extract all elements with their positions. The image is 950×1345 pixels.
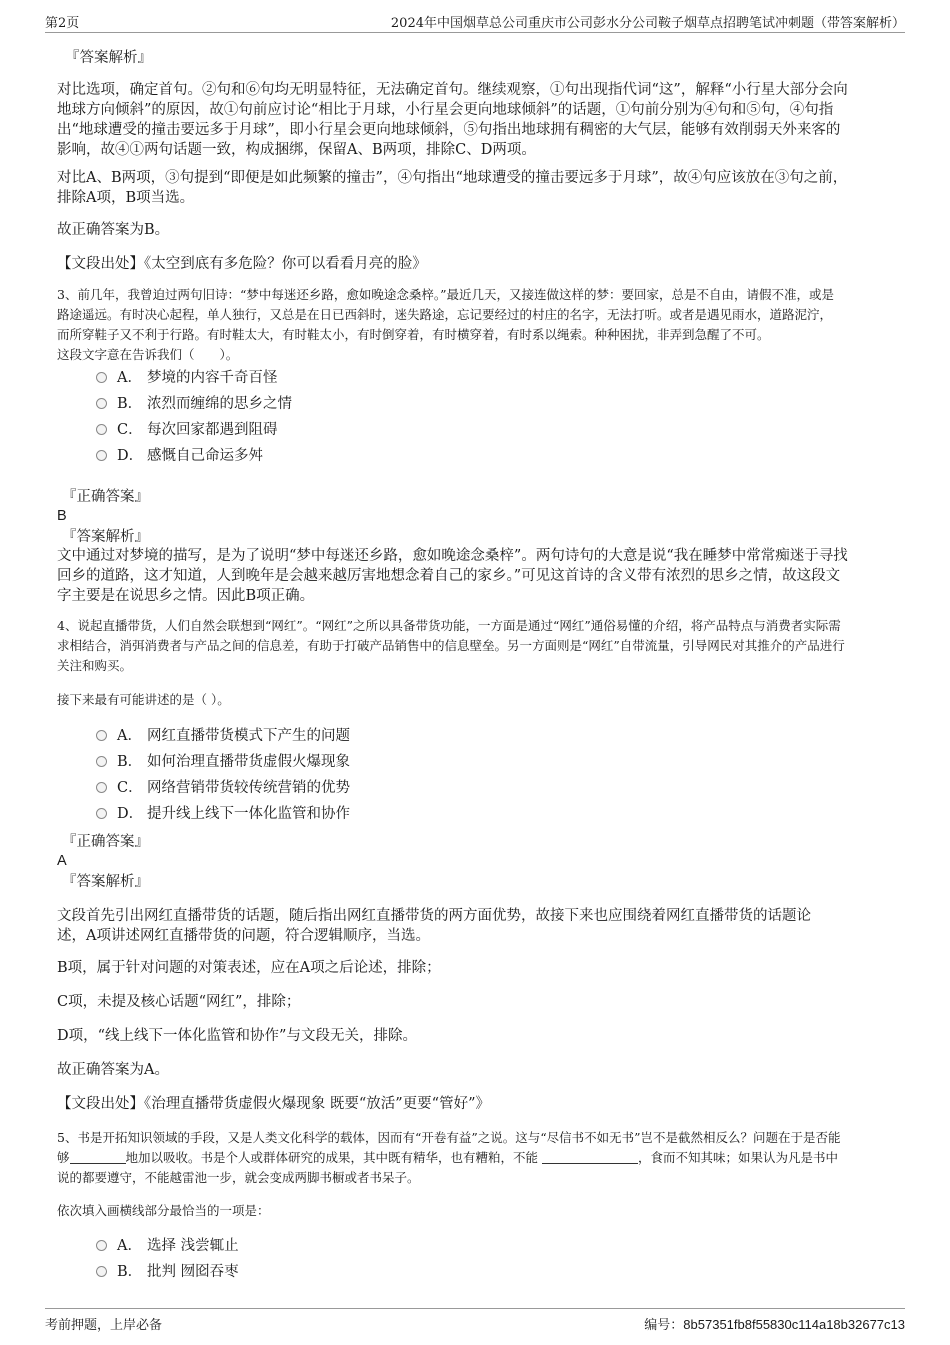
q5-option-a[interactable]: A． 选择 浅尝辄止: [96, 1236, 239, 1256]
q4-analysis-para1: [57, 906, 811, 946]
text-line: 关注和购买。: [57, 658, 133, 673]
q5-question: 依次填入画横线部分最恰当的一项是：: [57, 1203, 270, 1218]
radio-icon[interactable]: [96, 450, 107, 461]
q3-analysis-label: 『答案解析』: [62, 529, 149, 545]
q4-option-c[interactable]: C． 网络营销带货较传统营销的优势: [96, 778, 350, 798]
fill-blank-2[interactable]: [542, 1151, 638, 1164]
page-footer: [45, 1308, 905, 1337]
text-line: 够 地加以吸收。书是个人或群体研究的成果，其中既有精华，也有糟粕，不能 ，食而不知其味；如果认为凡是书中: [57, 1150, 839, 1165]
text-line: 对比A、B两项，③句提到“即便是如此频繁的撞击”，④句指出“地球遭受的撞击要远多于月球”，故④句应该放在③句之前，: [57, 170, 848, 186]
radio-icon[interactable]: [96, 1266, 107, 1277]
radio-icon[interactable]: [96, 424, 107, 435]
q3-option-a[interactable]: A． 梦境的内容千奇百怪: [96, 368, 278, 388]
text-line: 4、说起直播带货，人们自然会联想到“网红”。“网红”之所以具备带货功能，一方面是通过“网红”通俗易懂的介绍，将产品特点与消费者实际需: [57, 618, 841, 633]
q4-analysis-b: B项，属于针对问题的对策表述，应在A项之后论述，排除；: [57, 960, 441, 976]
document-title: 2024年中国烟草总公司重庆市公司彭水分公司鞍子烟草点招聘笔试冲刺题（带答案解析）: [390, 16, 905, 31]
text-line: 字主要是在说思乡之情。因此B项正确。: [57, 588, 315, 604]
q5-stem: [57, 1128, 907, 1188]
text-line: 回乡的道路，这才知道，人到晚年是会越来越厉害地想念着自己的家乡。”可见这首诗的含义带有浓烈的思乡之情，故这段文: [57, 568, 841, 584]
fill-blank-1[interactable]: [70, 1151, 126, 1164]
text-line: 路途遥远。有时决心起程，单人独行，又总是在日已西斜时，迷失路途，忘记要经过的村庄的名字，无法打听。或者是遇见雨水，道路泥泞，: [57, 307, 833, 322]
text-line: 而所穿鞋子又不利于行路。有时鞋太大，有时鞋太小，有时倒穿着，有时横穿着，有时系以绳索。种种困扰，非弄到急醒了不可。: [57, 327, 770, 342]
text-line: 文中通过对梦境的描写，是为了说明“梦中每迷还乡路，愈如晚途念桑梓”。两句诗句的大意是说“我在睡梦中常常痴迷于寻找: [57, 548, 848, 564]
q3-option-d[interactable]: D． 感慨自己命运多舛: [96, 446, 263, 466]
q2-analysis-para1: [57, 80, 848, 160]
q4-option-d[interactable]: D． 提升线上线下一体化监管和协作: [96, 804, 350, 824]
q4-option-a[interactable]: A． 网红直播带货模式下产生的问题: [96, 726, 350, 746]
q4-analysis-c: C项，未提及核心话题“网红”，排除；: [57, 994, 301, 1010]
q3-option-b[interactable]: B． 浓烈而缠绵的思乡之情: [96, 394, 292, 414]
radio-icon[interactable]: [96, 1240, 107, 1251]
text-line: 5、书是开拓知识领域的手段，又是人类文化科学的载体，因而有“开卷有益”之说。这与“尽信书不如无书”岂不是截然相反么？问题在于是否能: [57, 1130, 841, 1145]
q4-option-b[interactable]: B． 如何治理直播带货虚假火爆现象: [96, 752, 350, 772]
radio-icon[interactable]: [96, 756, 107, 767]
text-line: 3、前几年，我曾迫过两句旧诗：“梦中每迷还乡路，愈如晚途念桑梓。”最近几天，又接连做这样的梦：要回家，总是不自由，请假不准，或是: [57, 287, 834, 302]
text-line: 出“地球遭受的撞击要远多于月球”，即小行星会更向地球倾斜，⑤句指出地球拥有稠密的大气层，能够有效削弱天外来客的: [57, 122, 841, 138]
text-line: 述，A项讲述网红直播带货的问题，符合逻辑顺序，当选。: [57, 928, 430, 944]
text-line: 文段首先引出网红直播带货的话题，随后指出网红直播带货的两方面优势，故接下来也应围绕着网红直播带货的话题论: [57, 908, 811, 924]
text-line: 对比选项，确定首句。②句和⑥句均无明显特征，无法确定首句。继续观察，①句出现指代词“这”，解释“小行星大部分会向: [57, 82, 848, 98]
q4-analysis-label: 『答案解析』: [62, 874, 149, 890]
q3-answer: B: [57, 508, 67, 524]
q3-option-c[interactable]: C． 每次回家都遇到阻碍: [96, 420, 278, 440]
q2-conclusion: 故正确答案为B。: [57, 222, 170, 238]
text-line: 这段文字意在告诉我们（ ）。: [57, 347, 239, 362]
q4-question: 接下来最有可能讲述的是（ ）。: [57, 692, 230, 707]
q2-analysis-label: 『答案解析』: [65, 50, 152, 66]
radio-icon[interactable]: [96, 730, 107, 741]
q3-answer-label: 『正确答案』: [62, 489, 149, 505]
radio-icon[interactable]: [96, 372, 107, 383]
q4-source: 【文段出处】《治理直播带货虚假火爆现象 既要“放活”更要“管好”》: [57, 1096, 491, 1112]
footer-slogan: 考前押题，上岸必备: [45, 1318, 163, 1333]
text-line: 地球方向倾斜”的原因，故①句前应讨论“相比于月球，小行星会更向地球倾斜”的话题，①句前分别为④句和⑤句，④句指: [57, 102, 834, 118]
q4-answer: A: [57, 853, 67, 869]
page-header: [45, 10, 905, 33]
text-line: 排除A项，B项当选。: [57, 190, 195, 206]
radio-icon[interactable]: [96, 398, 107, 409]
q2-analysis-para2: [57, 168, 847, 208]
text-line: 影响，故④①两句话题一致，构成捆绑，保留A、B两项，排除C、D两项。: [57, 142, 536, 158]
q4-analysis-d: D项，“线上线下一体化监管和协作”与文段无关，排除。: [57, 1028, 417, 1044]
q5-option-b[interactable]: B． 批判 囫囵吞枣: [96, 1262, 239, 1282]
document-code: 编号：8b57351fb8f55830c114a18b32677c13: [644, 1317, 905, 1333]
text-line: 说的都要遵守，不能越雷池一步，就会变成两脚书橱或者书呆子。: [57, 1170, 420, 1185]
page-number: 第2页: [45, 16, 80, 31]
q4-conclusion: 故正确答案为A。: [57, 1062, 169, 1078]
q2-source: 【文段出处】《太空到底有多危险？你可以看看月亮的脸》: [57, 256, 427, 272]
q4-answer-label: 『正确答案』: [62, 834, 149, 850]
text-line: 求相结合，消弭消费者与产品之间的信息差，有助于打破产品销售中的信息壁垒。另一方面则是“网红”自带流量，引导网民对其推介的产品进行: [57, 638, 845, 653]
radio-icon[interactable]: [96, 808, 107, 819]
q3-analysis: [57, 546, 848, 606]
q3-stem: [57, 285, 834, 365]
q4-stem: [57, 616, 845, 676]
radio-icon[interactable]: [96, 782, 107, 793]
